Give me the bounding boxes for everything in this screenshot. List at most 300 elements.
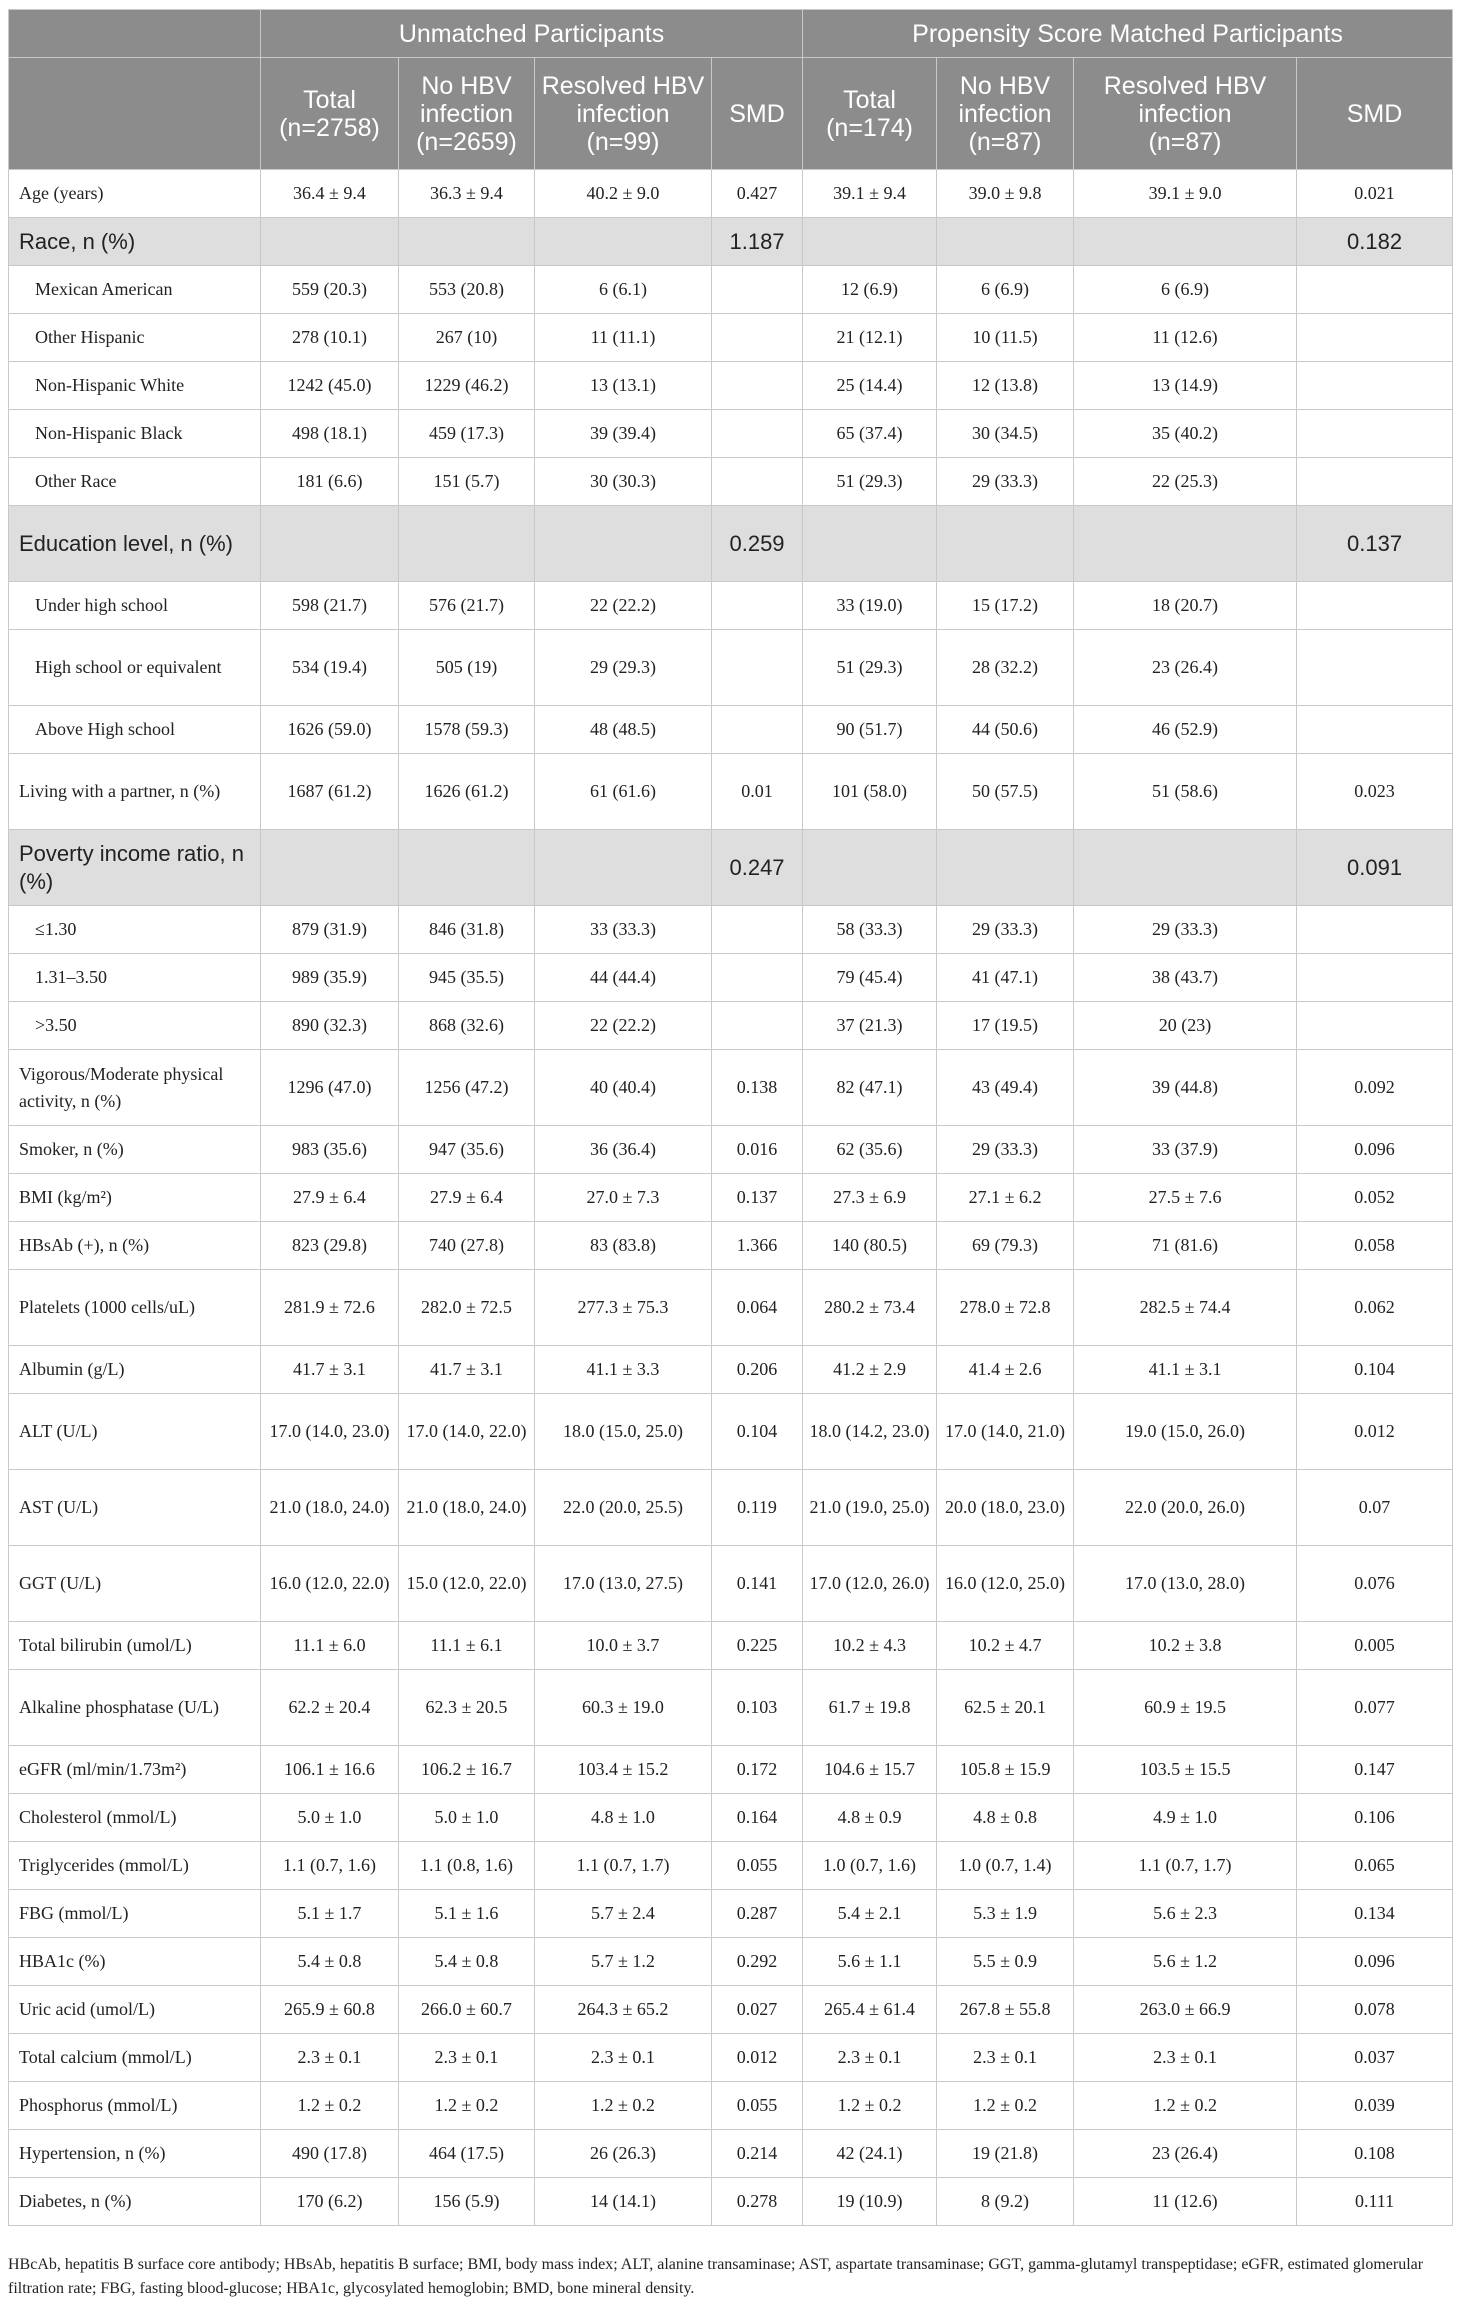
value-cell: 90 (51.7) (803, 706, 937, 754)
value-cell: 265.9 ± 60.8 (261, 1986, 399, 2034)
value-cell: 51 (58.6) (1074, 754, 1297, 830)
table-header (9, 10, 1453, 170)
value-cell: 459 (17.3) (399, 410, 535, 458)
column-header-line: (n=87) (1148, 127, 1222, 156)
table-row (9, 1546, 1453, 1622)
value-cell: 490 (17.8) (261, 2130, 399, 2178)
value-cell: 20.0 (18.0, 23.0) (937, 1470, 1074, 1546)
value-cell: 890 (32.3) (261, 1002, 399, 1050)
value-cell: 36 (36.4) (535, 1126, 712, 1174)
table-row (9, 458, 1453, 506)
table-row (9, 1890, 1453, 1938)
row-label: Alkaline phosphatase (U/L) (9, 1670, 261, 1746)
empty-cell (1074, 830, 1297, 906)
value-cell: 945 (35.5) (399, 954, 535, 1002)
value-cell: 29 (33.3) (937, 906, 1074, 954)
value-cell: 42 (24.1) (803, 2130, 937, 2178)
empty-cell (937, 506, 1074, 582)
row-label: BMI (kg/m²) (9, 1174, 261, 1222)
value-cell: 280.2 ± 73.4 (803, 1270, 937, 1346)
value-cell: 868 (32.6) (399, 1002, 535, 1050)
table-row (9, 1938, 1453, 1986)
value-cell: 282.0 ± 72.5 (399, 1270, 535, 1346)
value-cell: 27.9 ± 6.4 (261, 1174, 399, 1222)
smd-cell: 0.064 (712, 1270, 803, 1346)
value-cell: 5.6 ± 1.2 (1074, 1938, 1297, 1986)
column-header (1074, 58, 1297, 170)
row-label: Uric acid (umol/L) (9, 1986, 261, 2034)
smd-cell: 0.182 (1297, 218, 1453, 266)
value-cell: 27.9 ± 6.4 (399, 1174, 535, 1222)
value-cell: 21.0 (19.0, 25.0) (803, 1470, 937, 1546)
smd-cell (712, 410, 803, 458)
value-cell: 103.5 ± 15.5 (1074, 1746, 1297, 1794)
smd-cell: 0.287 (712, 1890, 803, 1938)
smd-cell (712, 314, 803, 362)
smd-cell: 0.096 (1297, 1126, 1453, 1174)
value-cell: 11 (12.6) (1074, 2178, 1297, 2226)
value-cell: 43 (49.4) (937, 1050, 1074, 1126)
table-row (9, 2178, 1453, 2226)
table-row (9, 1470, 1453, 1546)
value-cell: 41.1 ± 3.3 (535, 1346, 712, 1394)
smd-cell: 0.137 (1297, 506, 1453, 582)
table-row (9, 410, 1453, 458)
value-cell: 71 (81.6) (1074, 1222, 1297, 1270)
value-cell: 39.1 ± 9.0 (1074, 170, 1297, 218)
value-cell: 16.0 (12.0, 22.0) (261, 1546, 399, 1622)
row-label: Total calcium (mmol/L) (9, 2034, 261, 2082)
value-cell: 30 (34.5) (937, 410, 1074, 458)
value-cell: 39.0 ± 9.8 (937, 170, 1074, 218)
smd-cell: 0.111 (1297, 2178, 1453, 2226)
value-cell: 27.1 ± 6.2 (937, 1174, 1074, 1222)
value-cell: 13 (14.9) (1074, 362, 1297, 410)
value-cell: 264.3 ± 65.2 (535, 1986, 712, 2034)
smd-cell (1297, 266, 1453, 314)
row-label: Cholesterol (mmol/L) (9, 1794, 261, 1842)
value-cell: 267 (10) (399, 314, 535, 362)
value-cell: 26 (26.3) (535, 2130, 712, 2178)
row-label: ALT (U/L) (9, 1394, 261, 1470)
smd-cell: 0.278 (712, 2178, 803, 2226)
empty-cell (937, 830, 1074, 906)
smd-cell: 0.092 (1297, 1050, 1453, 1126)
empty-cell (261, 218, 399, 266)
value-cell: 10 (11.5) (937, 314, 1074, 362)
value-cell: 505 (19) (399, 630, 535, 706)
value-cell: 29 (29.3) (535, 630, 712, 706)
value-cell: 17.0 (12.0, 26.0) (803, 1546, 937, 1622)
table-row (9, 1394, 1453, 1470)
empty-cell (535, 218, 712, 266)
value-cell: 27.3 ± 6.9 (803, 1174, 937, 1222)
category-row (9, 506, 1453, 582)
value-cell: 5.3 ± 1.9 (937, 1890, 1074, 1938)
smd-cell: 0.104 (712, 1394, 803, 1470)
value-cell: 559 (20.3) (261, 266, 399, 314)
empty-cell (1074, 218, 1297, 266)
table-row (9, 1794, 1453, 1842)
value-cell: 18.0 (14.2, 23.0) (803, 1394, 937, 1470)
smd-cell: 0.103 (712, 1670, 803, 1746)
value-cell: 28 (32.2) (937, 630, 1074, 706)
value-cell: 464 (17.5) (399, 2130, 535, 2178)
row-label: HBA1c (%) (9, 1938, 261, 1986)
table-row (9, 1002, 1453, 1050)
value-cell: 1.2 ± 0.2 (1074, 2082, 1297, 2130)
smd-cell: 0.091 (1297, 830, 1453, 906)
row-label: HBsAb (+), n (%) (9, 1222, 261, 1270)
value-cell: 30 (30.3) (535, 458, 712, 506)
value-cell: 2.3 ± 0.1 (535, 2034, 712, 2082)
smd-cell: 0.021 (1297, 170, 1453, 218)
value-cell: 13 (13.1) (535, 362, 712, 410)
value-cell: 18 (20.7) (1074, 582, 1297, 630)
smd-cell (712, 706, 803, 754)
value-cell: 51 (29.3) (803, 458, 937, 506)
value-cell: 4.8 ± 0.8 (937, 1794, 1074, 1842)
value-cell: 156 (5.9) (399, 2178, 535, 2226)
smd-cell: 0.052 (1297, 1174, 1453, 1222)
value-cell: 106.2 ± 16.7 (399, 1746, 535, 1794)
smd-cell: 0.119 (712, 1470, 803, 1546)
value-cell: 2.3 ± 0.1 (937, 2034, 1074, 2082)
value-cell: 2.3 ± 0.1 (399, 2034, 535, 2082)
value-cell: 41.7 ± 3.1 (261, 1346, 399, 1394)
row-label: High school or equivalent (9, 630, 261, 706)
value-cell: 46 (52.9) (1074, 706, 1297, 754)
value-cell: 33 (37.9) (1074, 1126, 1297, 1174)
row-label: GGT (U/L) (9, 1546, 261, 1622)
value-cell: 33 (33.3) (535, 906, 712, 954)
row-label: Other Hispanic (9, 314, 261, 362)
value-cell: 41.4 ± 2.6 (937, 1346, 1074, 1394)
smd-cell (712, 582, 803, 630)
value-cell: 5.0 ± 1.0 (399, 1794, 535, 1842)
value-cell: 265.4 ± 61.4 (803, 1986, 937, 2034)
value-cell: 23 (26.4) (1074, 2130, 1297, 2178)
smd-cell: 0.07 (1297, 1470, 1453, 1546)
value-cell: 740 (27.8) (399, 1222, 535, 1270)
value-cell: 5.4 ± 0.8 (261, 1938, 399, 1986)
value-cell: 62.5 ± 20.1 (937, 1670, 1074, 1746)
table-row (9, 954, 1453, 1002)
value-cell: 36.4 ± 9.4 (261, 170, 399, 218)
smd-cell: 0.141 (712, 1546, 803, 1622)
smd-cell (1297, 582, 1453, 630)
value-cell: 15.0 (12.0, 22.0) (399, 1546, 535, 1622)
smd-cell (1297, 630, 1453, 706)
value-cell: 41 (47.1) (937, 954, 1074, 1002)
value-cell: 1578 (59.3) (399, 706, 535, 754)
empty-cell (399, 506, 535, 582)
column-header (937, 58, 1074, 170)
value-cell: 5.7 ± 2.4 (535, 1890, 712, 1938)
value-cell: 1.0 (0.7, 1.4) (937, 1842, 1074, 1890)
value-cell: 41.2 ± 2.9 (803, 1346, 937, 1394)
value-cell: 1.2 ± 0.2 (937, 2082, 1074, 2130)
empty-cell (399, 218, 535, 266)
column-header (261, 58, 399, 170)
value-cell: 11.1 ± 6.0 (261, 1622, 399, 1670)
smd-cell: 0.096 (1297, 1938, 1453, 1986)
row-label: 1.31–3.50 (9, 954, 261, 1002)
row-label: ≤1.30 (9, 906, 261, 954)
value-cell: 1626 (61.2) (399, 754, 535, 830)
smd-cell: 0.138 (712, 1050, 803, 1126)
value-cell: 181 (6.6) (261, 458, 399, 506)
smd-cell (712, 362, 803, 410)
value-cell: 103.4 ± 15.2 (535, 1746, 712, 1794)
value-cell: 5.5 ± 0.9 (937, 1938, 1074, 1986)
value-cell: 16.0 (12.0, 25.0) (937, 1546, 1074, 1622)
table-row (9, 630, 1453, 706)
smd-cell (1297, 1002, 1453, 1050)
table-row (9, 1174, 1453, 1222)
value-cell: 553 (20.8) (399, 266, 535, 314)
row-label: Platelets (1000 cells/uL) (9, 1270, 261, 1346)
empty-cell (803, 218, 937, 266)
column-header-line: (n=2758) (279, 113, 380, 142)
value-cell: 846 (31.8) (399, 906, 535, 954)
value-cell: 36.3 ± 9.4 (399, 170, 535, 218)
value-cell: 281.9 ± 72.6 (261, 1270, 399, 1346)
smd-cell: 0.206 (712, 1346, 803, 1394)
column-header (803, 58, 937, 170)
column-header-line: No HBV (959, 71, 1051, 100)
value-cell: 5.6 ± 2.3 (1074, 1890, 1297, 1938)
row-label: >3.50 (9, 1002, 261, 1050)
smd-cell: 0.259 (712, 506, 803, 582)
table-row (9, 314, 1453, 362)
header-corner-label (9, 58, 261, 170)
table-row (9, 582, 1453, 630)
column-header-line: No HBV (421, 71, 512, 100)
row-label: Triglycerides (mmol/L) (9, 1842, 261, 1890)
smd-cell: 0.077 (1297, 1670, 1453, 1746)
value-cell: 282.5 ± 74.4 (1074, 1270, 1297, 1346)
value-cell: 277.3 ± 75.3 (535, 1270, 712, 1346)
row-label: Albumin (g/L) (9, 1346, 261, 1394)
smd-cell (1297, 362, 1453, 410)
smd-cell: 0.108 (1297, 2130, 1453, 2178)
table-row (9, 1126, 1453, 1174)
value-cell: 151 (5.7) (399, 458, 535, 506)
value-cell: 267.8 ± 55.8 (937, 1986, 1074, 2034)
value-cell: 598 (21.7) (261, 582, 399, 630)
value-cell: 21.0 (18.0, 24.0) (399, 1470, 535, 1546)
value-cell: 1.1 (0.7, 1.7) (535, 1842, 712, 1890)
value-cell: 61 (61.6) (535, 754, 712, 830)
table-row (9, 362, 1453, 410)
table-row (9, 1270, 1453, 1346)
column-header-line: SMD (729, 99, 785, 128)
smd-cell: 0.027 (712, 1986, 803, 2034)
row-label: FBG (mmol/L) (9, 1890, 261, 1938)
smd-cell: 0.012 (1297, 1394, 1453, 1470)
value-cell: 989 (35.9) (261, 954, 399, 1002)
value-cell: 22 (22.2) (535, 1002, 712, 1050)
value-cell: 41.7 ± 3.1 (399, 1346, 535, 1394)
column-header-line: (n=87) (968, 127, 1042, 156)
smd-cell: 0.065 (1297, 1842, 1453, 1890)
value-cell: 1242 (45.0) (261, 362, 399, 410)
value-cell: 10.2 ± 4.7 (937, 1622, 1074, 1670)
value-cell: 983 (35.6) (261, 1126, 399, 1174)
value-cell: 1626 (59.0) (261, 706, 399, 754)
table-row (9, 1842, 1453, 1890)
value-cell: 39.1 ± 9.4 (803, 170, 937, 218)
value-cell: 18.0 (15.0, 25.0) (535, 1394, 712, 1470)
row-label: Non-Hispanic Black (9, 410, 261, 458)
table-row (9, 906, 1453, 954)
smd-cell (712, 458, 803, 506)
value-cell: 1.0 (0.7, 1.6) (803, 1842, 937, 1890)
smd-cell (712, 630, 803, 706)
value-cell: 40.2 ± 9.0 (535, 170, 712, 218)
value-cell: 62 (35.6) (803, 1126, 937, 1174)
value-cell: 83 (83.8) (535, 1222, 712, 1270)
table-row (9, 1050, 1453, 1126)
table-row (9, 1346, 1453, 1394)
value-cell: 50 (57.5) (937, 754, 1074, 830)
row-label: Total bilirubin (umol/L) (9, 1622, 261, 1670)
value-cell: 60.9 ± 19.5 (1074, 1670, 1297, 1746)
value-cell: 879 (31.9) (261, 906, 399, 954)
group-header-matched: Propensity Score Matched Participants (803, 10, 1453, 58)
value-cell: 82 (47.1) (803, 1050, 937, 1126)
value-cell: 5.1 ± 1.6 (399, 1890, 535, 1938)
column-header-line: infection (1138, 99, 1232, 128)
table-footnote: HBcAb, hepatitis B surface core antibody; HBsAb, hepatitis B surface; BMI, body mass index; ALT, alanine transaminase; AST, aspartate transaminase; GGT, gamma-glutamyl transpeptidase; eGFR, estimated glomerular filtration rate; FBG, fasting blood-glucose; HBA1c, glycosylated hemoglobin; BMD, bone mineral density. (8, 2256, 1424, 2297)
value-cell: 4.8 ± 0.9 (803, 1794, 937, 1842)
smd-cell: 0.078 (1297, 1986, 1453, 2034)
smd-cell (712, 906, 803, 954)
column-header-line: (n=99) (586, 127, 660, 156)
smd-cell: 0.005 (1297, 1622, 1453, 1670)
characteristics-table (8, 9, 1453, 2226)
value-cell: 140 (80.5) (803, 1222, 937, 1270)
empty-cell (535, 830, 712, 906)
row-label: Above High school (9, 706, 261, 754)
table-body (9, 170, 1453, 2226)
value-cell: 17.0 (14.0, 21.0) (937, 1394, 1074, 1470)
smd-cell: 1.187 (712, 218, 803, 266)
empty-cell (803, 506, 937, 582)
table-row (9, 1670, 1453, 1746)
smd-cell (712, 266, 803, 314)
value-cell: 51 (29.3) (803, 630, 937, 706)
value-cell: 65 (37.4) (803, 410, 937, 458)
value-cell: 19.0 (15.0, 26.0) (1074, 1394, 1297, 1470)
value-cell: 17 (19.5) (937, 1002, 1074, 1050)
column-header (399, 58, 535, 170)
column-header-line: Total (303, 85, 356, 114)
value-cell: 1.2 ± 0.2 (261, 2082, 399, 2130)
row-label: Poverty income ratio, n (%) (9, 830, 261, 906)
table-row (9, 1986, 1453, 2034)
value-cell: 61.7 ± 19.8 (803, 1670, 937, 1746)
value-cell: 105.8 ± 15.9 (937, 1746, 1074, 1794)
value-cell: 5.7 ± 1.2 (535, 1938, 712, 1986)
table-row (9, 170, 1453, 218)
value-cell: 19 (21.8) (937, 2130, 1074, 2178)
row-label: Under high school (9, 582, 261, 630)
value-cell: 1296 (47.0) (261, 1050, 399, 1126)
value-cell: 25 (14.4) (803, 362, 937, 410)
category-row (9, 830, 1453, 906)
value-cell: 5.1 ± 1.7 (261, 1890, 399, 1938)
row-label: Living with a partner, n (%) (9, 754, 261, 830)
row-label: eGFR (ml/min/1.73m²) (9, 1746, 261, 1794)
smd-cell: 0.016 (712, 1126, 803, 1174)
value-cell: 2.3 ± 0.1 (1074, 2034, 1297, 2082)
value-cell: 40 (40.4) (535, 1050, 712, 1126)
value-cell: 23 (26.4) (1074, 630, 1297, 706)
value-cell: 5.0 ± 1.0 (261, 1794, 399, 1842)
value-cell: 22 (25.3) (1074, 458, 1297, 506)
value-cell: 1687 (61.2) (261, 754, 399, 830)
value-cell: 44 (50.6) (937, 706, 1074, 754)
smd-cell: 0.037 (1297, 2034, 1453, 2082)
value-cell: 17.0 (14.0, 23.0) (261, 1394, 399, 1470)
value-cell: 266.0 ± 60.7 (399, 1986, 535, 2034)
value-cell: 6 (6.1) (535, 266, 712, 314)
smd-cell (1297, 906, 1453, 954)
row-label: Phosphorus (mmol/L) (9, 2082, 261, 2130)
smd-cell (1297, 410, 1453, 458)
value-cell: 37 (21.3) (803, 1002, 937, 1050)
column-header-line: SMD (1346, 99, 1403, 128)
smd-cell: 0.058 (1297, 1222, 1453, 1270)
value-cell: 38 (43.7) (1074, 954, 1297, 1002)
smd-cell: 0.137 (712, 1174, 803, 1222)
table-row (9, 706, 1453, 754)
smd-cell: 0.039 (1297, 2082, 1453, 2130)
category-row (9, 218, 1453, 266)
column-header-line: (n=2659) (416, 127, 517, 156)
smd-cell: 0.104 (1297, 1346, 1453, 1394)
value-cell: 576 (21.7) (399, 582, 535, 630)
column-header-line: Resolved HBV (1103, 71, 1267, 100)
value-cell: 104.6 ± 15.7 (803, 1746, 937, 1794)
value-cell: 1.2 ± 0.2 (803, 2082, 937, 2130)
value-cell: 20 (23) (1074, 1002, 1297, 1050)
value-cell: 10.2 ± 3.8 (1074, 1622, 1297, 1670)
row-label: Education level, n (%) (9, 506, 261, 582)
value-cell: 10.0 ± 3.7 (535, 1622, 712, 1670)
column-header (1297, 58, 1453, 170)
smd-cell (712, 954, 803, 1002)
value-cell: 534 (19.4) (261, 630, 399, 706)
value-cell: 947 (35.6) (399, 1126, 535, 1174)
value-cell: 17.0 (13.0, 27.5) (535, 1546, 712, 1622)
value-cell: 11 (11.1) (535, 314, 712, 362)
value-cell: 44 (44.4) (535, 954, 712, 1002)
table-row (9, 2034, 1453, 2082)
value-cell: 60.3 ± 19.0 (535, 1670, 712, 1746)
table-row (9, 1222, 1453, 1270)
smd-cell: 0.01 (712, 754, 803, 830)
smd-cell: 0.292 (712, 1938, 803, 1986)
column-header-line: infection (958, 99, 1052, 128)
value-cell: 1.2 ± 0.2 (535, 2082, 712, 2130)
value-cell: 170 (6.2) (261, 2178, 399, 2226)
value-cell: 5.4 ± 0.8 (399, 1938, 535, 1986)
value-cell: 22.0 (20.0, 25.5) (535, 1470, 712, 1546)
value-cell: 5.6 ± 1.1 (803, 1938, 937, 1986)
